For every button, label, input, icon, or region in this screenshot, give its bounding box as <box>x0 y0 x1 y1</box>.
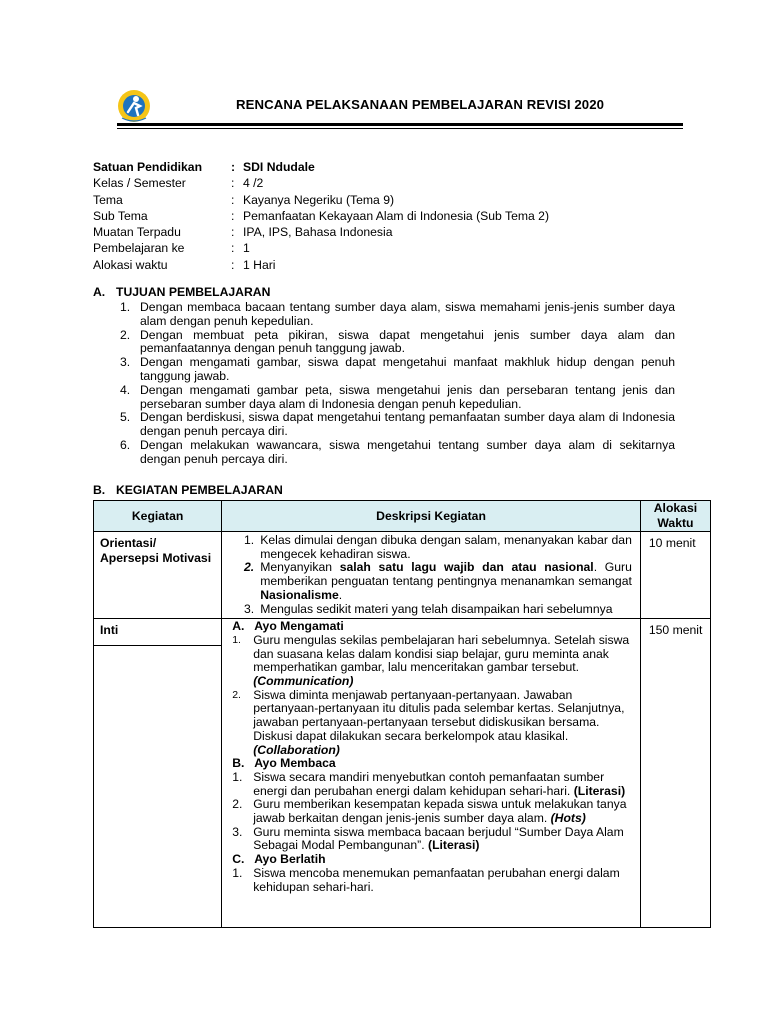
section-title: TUJUAN PEMBELAJARAN <box>116 285 271 299</box>
identity-value: 1 Hari <box>243 257 276 272</box>
list-item <box>93 301 675 329</box>
list-text: Siswa mencoba menemukan pemanfaatan perubahan energi dalam kehidupan sehari-hari. <box>253 865 620 894</box>
subsection-title: Ayo Berlatih <box>254 852 326 867</box>
identity-value: SDI Ndudale <box>243 160 315 174</box>
list-text <box>253 634 632 689</box>
identity-label: Sub Tema <box>93 208 148 223</box>
list-text <box>253 826 632 853</box>
identity-label: Tema <box>93 192 123 207</box>
list-item <box>93 411 675 439</box>
identity-label: Kelas / Semester <box>93 176 186 191</box>
text-run: Menyanyikan <box>260 560 340 575</box>
table-row-orientasi <box>94 532 711 619</box>
kegiatan-label: Inti <box>100 623 119 638</box>
table-header-row <box>94 501 711 532</box>
identity-label: Alokasi waktu <box>93 257 168 272</box>
list-text <box>253 798 632 825</box>
list-text: Dengan membuat peta pikiran, siswa dapat mengetahui jenis sumber daya alam dan pemanfaatannya dengan penuh tanggung jawab. <box>140 327 675 356</box>
list-text: Mengulas sedikit materi yang telah disampaikan hari sebelumnya <box>260 601 613 616</box>
identity-separator: : <box>231 225 235 240</box>
cell-alokasi: 150 menit <box>640 619 710 928</box>
list-item <box>232 867 632 894</box>
text-run: Guru memberikan kesempatan kepada siswa untuk melakukan tanya jawab berkaitan dengan jenis-jenis sumber daya alam. <box>253 797 627 826</box>
list-number: 2. <box>232 688 241 701</box>
list-item <box>232 826 632 853</box>
header-rule-thick <box>117 123 683 126</box>
list-item <box>232 771 632 798</box>
list-text: Dengan membaca bacaan tentang sumber daya alam, siswa memahami jenis-jenis sumber daya alam dengan penuh kepedulian. <box>140 300 675 328</box>
list-item <box>232 634 632 689</box>
identity-value: 1 <box>243 241 250 256</box>
document-title: RENCANA PELAKSANAAN PEMBELAJARAN REVISI 2020 <box>236 97 605 112</box>
subsection-letter: B. <box>232 756 245 771</box>
subsection-letter: A. <box>232 619 245 634</box>
table-row-inti <box>94 619 711 928</box>
cell-kegiatan: Orientasi/ Apersepsi Motivasi <box>94 532 222 619</box>
list-text: Dengan melakukan wawancara, siswa mengetahui tentang sumber daya alam di sekitarnya dengan penuh percaya diri. <box>140 437 675 466</box>
list-text: Kelas dimulai dengan dibuka dengan salam, menanyakan kabar dan mengecek kehadiran siswa. <box>260 533 632 561</box>
cell-kegiatan <box>94 619 222 928</box>
identity-row <box>93 240 549 256</box>
list-number: 6. <box>120 437 131 452</box>
list-number: 4. <box>120 382 131 397</box>
list-item <box>93 329 675 357</box>
tag-hots: (Hots) <box>550 811 586 826</box>
identity-value: Kayanya Negeriku (Tema 9) <box>243 192 395 207</box>
header-alokasi: Alokasi Waktu <box>640 501 710 532</box>
identity-label: Muatan Terpadu <box>93 225 181 240</box>
identity-separator: : <box>231 176 235 191</box>
tag-literasi: (Literasi) <box>573 783 626 798</box>
list-item <box>232 689 632 758</box>
subsection-heading <box>232 853 632 867</box>
cell-deskripsi <box>222 619 641 928</box>
identity-label: Satuan Pendidikan <box>93 160 203 174</box>
text-run: Siswa secara mandiri menyebutkan contoh pemanfaatan sumber energi dan perubahan energi dalam kehidupan sehari-hari. <box>253 769 605 798</box>
text-run: Guru mengulas sekilas pembelajaran hari sebelumnya. Setelah siswa dan suasana kelas dalam kondisi siap belajar, guru meminta anak memperhatikan gambar, lalu menceritakan gambar tersebut. <box>253 632 630 675</box>
text-run-bold: salah satu lagu wajib dan atau nasional <box>339 560 594 575</box>
header-deskripsi: Deskripsi Kegiatan <box>222 501 641 532</box>
section-letter: B. <box>93 483 106 497</box>
subsection-title: Ayo Membaca <box>254 756 336 771</box>
list-text <box>253 689 632 758</box>
list-item <box>93 384 675 412</box>
text-run: Siswa diminta menjawab pertanyaan-pertanyaan. Jawaban pertanyaan-pertanyaan itu ditulis pada selembar kertas. Selanjutnya, jawaban pertanyaan-pertanyaan tersebut didiskusikan bersama. Diskusi dapat dilakukan secara berkelompok atau klasikal. <box>253 687 625 743</box>
subsection-heading <box>232 620 632 634</box>
list-item <box>232 534 632 561</box>
tag-literasi: (Literasi) <box>428 838 480 853</box>
identity-label: Pembelajaran ke <box>93 241 185 256</box>
list-number: 3. <box>244 601 255 616</box>
cell-deskripsi <box>222 532 641 619</box>
list-number: 5. <box>120 410 131 425</box>
header-kegiatan: Kegiatan <box>94 501 222 532</box>
list-number: 3. <box>232 824 243 839</box>
identity-row <box>93 224 549 240</box>
identity-row <box>93 175 549 191</box>
list-text <box>253 771 632 798</box>
tag-communication: (Communication) <box>253 674 354 689</box>
tut-wuri-handayani-logo-icon <box>116 88 152 124</box>
identity-value: 4 /2 <box>243 176 264 191</box>
list-item <box>93 439 675 467</box>
subsection-title: Ayo Mengamati <box>254 619 344 634</box>
objective-list <box>93 301 675 467</box>
activity-table <box>93 500 711 928</box>
identity-block <box>93 159 549 273</box>
list-item <box>232 561 632 602</box>
list-text: Dengan mengamati gambar, siswa dapat mengetahui manfaat makhluk hidup dengan penuh tanggung jawab. <box>140 355 675 383</box>
identity-value: IPA, IPS, Bahasa Indonesia <box>243 225 393 240</box>
list-text: Dengan mengamati gambar peta, siswa mengetahui jenis dan persebaran tentang jenis dan persebaran sumber daya alam di Indonesia dengan penuh kepedulian. <box>140 382 675 411</box>
identity-row <box>93 257 549 273</box>
identity-row <box>93 208 549 224</box>
list-item <box>93 356 675 384</box>
section-title: KEGIATAN PEMBELAJARAN <box>116 483 283 497</box>
section-letter: A. <box>93 285 106 299</box>
identity-separator: : <box>231 241 235 256</box>
list-number: 2. <box>120 327 131 342</box>
list-number: 1. <box>232 769 243 784</box>
cell-alokasi: 10 menit <box>640 532 710 619</box>
text-run: . <box>338 587 343 602</box>
list-number: 1. <box>244 533 255 547</box>
identity-separator: : <box>231 192 235 207</box>
list-number: 1. <box>120 300 131 314</box>
section-heading-tujuan <box>93 285 270 299</box>
cell-divider <box>94 645 221 646</box>
list-number: 2. <box>244 560 255 575</box>
list-number: 1. <box>232 865 243 880</box>
tag-collaboration: (Collaboration) <box>253 742 340 757</box>
list-text: Dengan berdiskusi, siswa dapat mengetahui tentang pemanfaatan sumber daya alam di Indonesia dengan penuh percaya diri. <box>140 410 675 439</box>
section-heading-kegiatan <box>93 483 283 497</box>
identity-separator: : <box>231 257 235 272</box>
identity-separator: : <box>231 208 235 223</box>
list-number: 3. <box>120 355 131 370</box>
identity-separator: : <box>231 160 236 174</box>
header-rule-thin <box>117 128 683 129</box>
list-number: 2. <box>232 797 243 812</box>
identity-value: Pemanfaatan Kekayaan Alam di Indonesia (Sub Tema 2) <box>243 208 550 223</box>
list-item <box>232 798 632 825</box>
text-run: . Guru memberikan penguatan tentang pentingnya menanamkan semangat <box>260 560 632 589</box>
subsection-heading <box>232 757 632 771</box>
text-run-bold: Nasionalisme <box>260 587 339 602</box>
list-text <box>260 561 632 602</box>
list-item <box>232 603 632 617</box>
subsection-letter: C. <box>232 852 245 867</box>
list-number: 1. <box>232 633 241 646</box>
identity-row <box>93 159 549 175</box>
identity-row <box>93 192 549 208</box>
text-run: Guru meminta siswa membaca bacaan berjudul “Sumber Daya Alam Sebagai Modal Pembangunan”. <box>253 824 624 853</box>
